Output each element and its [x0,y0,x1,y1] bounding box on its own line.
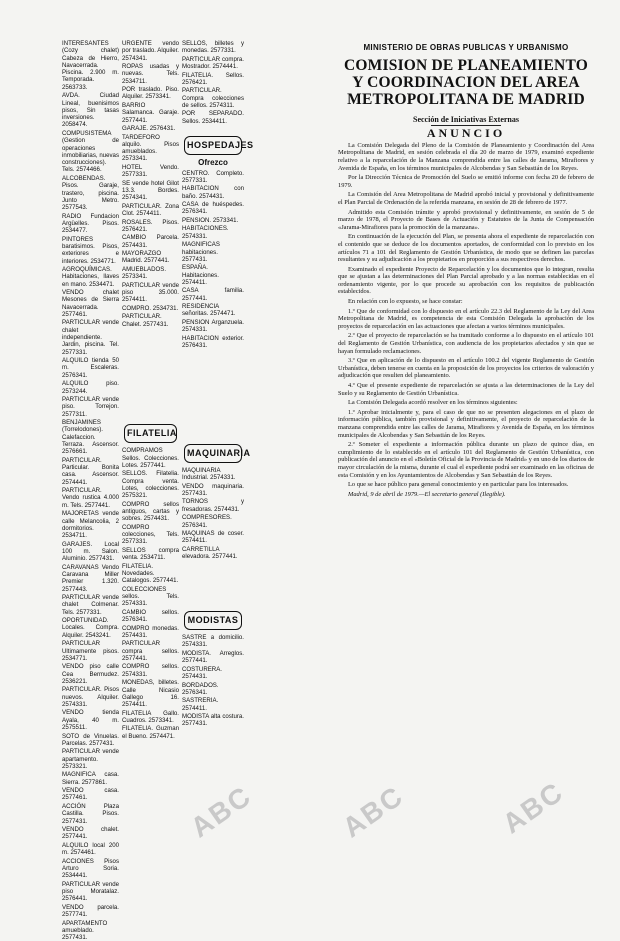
classified-ad: MAQUINARIA Industrial. 2574331. [182,466,236,482]
classifieds-column-3-top [182,40,244,132]
notice-paragraph: En relación con lo expuesto, se hace constar: [348,298,463,306]
section-head-modistas: MODISTAS [184,611,242,630]
notice-paragraph: Admitido esta Comisión trámite y aprobó provisional y definitivamente, en sesión de 5 de marzo de 1978, el Proyecto de Bases de Actuación y Estatutos de la Junta de Compensación «Jarama-Mirafiores para la promoción de la manzana». [338,208,594,231]
classified-ad: SASTRERIA. 2574411. [182,697,219,712]
classified-ad: SELLOS. Filatelia. Compra venta. Lotes, colecciones. 2575321. [122,470,179,500]
notice-paragraph: En continuación de la ejecución del Plan, se presenta ahora el expediente de reparcelación con el contenido que se deduce de los documentos aportados, de conformidad con lo previsto en los artículos 71 a 101 del Reglamento de Gestión Urbanística, de modo que se definen las parcelas resultantes y su adjudicación a los propietarios en proporción a sus respectivos derechos. [338,233,594,264]
classified-ad: MAQUINAS de coser. 2574411. [182,530,244,545]
notice-paragraph: 1.º Aprobar inicialmente y, para el caso de que no se presenten alegaciones en el plazo de información pública, también provisional y definitivamente, el proyecto de reparcelación de la manzana comprendida entre las calles de Jarama, Mirafiores y Avenida de España, en los términos municipales de Alcobendas y San Sebastián de los Reyes. [338,408,594,439]
classified-ad: FILATELIA. Guzman el Bueno. 2574471. [122,725,179,740]
classified-ad: PARTICULAR. Particular. Bonita casa. Ascensor. 2574441. [62,456,119,486]
classified-ad: PARTICULAR compra sellos. 2577441. [122,640,179,662]
classified-ad: ROPAS usadas y nuevas. Tels. 2534711. [122,63,179,85]
classifieds-maquinaria [182,467,244,607]
classified-ad: PARTICULAR vende piso Moratalaz. 2576441. [62,880,119,903]
classified-ad: COMPUSISTEMA (Gestion de operaciones inmobiliarias, nuevas construcciones). Tels. 2574466. [62,129,119,174]
classified-ad: SELLOS, billetes y monedas. 2577331. [182,40,244,55]
classified-ad: TORNOS y fresadoras. 2574431. [182,498,244,513]
classified-ad: COMPRO sellos. 2574331. [122,663,179,678]
classified-ad: MAJORETAS vende calle Melancolia, 2 dormitorios. 2534711. [62,510,119,540]
classified-ad: FILATELIA Gallo. Cuadros. 2573341. [122,709,179,724]
classified-ad: PARTICULAR compra. Mostrador. 2574441. [182,55,244,71]
classified-ad: PARTICULAR. Zona Clot. 2574411. [122,202,179,218]
classified-ad: PARTICULAR. Chalet. 2577431. [122,313,169,328]
notice-paragraph: La Comisión del Area Metropolitana de Madrid aprobó inicial y provisional y definitivamente el Plan Parcial de Ordenación de la referida manzana, en sesión de 28 de febrero de 1977. [338,191,594,206]
notice-paragraph: La Comisión Delegada acordó resolver en los términos siguientes: [348,399,518,407]
classified-ad: SE vende hotel Gilot 13.3. Bordes. 2574341. [122,179,179,202]
classified-ad: VENDO parcela. 2577741. [62,903,119,919]
classified-ad: RADIO Fundacion Argüelles. Pisos. 2534477. [62,212,119,235]
classifieds-column-1 [62,40,119,941]
classified-ad: PARTICULAR. Vendo rustica 4.000 m. Tels. 2577441. [62,487,119,509]
classified-ad: BENJAMINES (Torrelodones). Calefaccion. Terraza. Ascensor. 2576661. [62,419,119,456]
classified-ad: CASA de huéspedes. 2576341. [182,201,244,216]
classified-ad: VENDO tienda Ayala, 40 m. 2575511. [62,709,119,732]
classified-ad: BARRIO Salamanca. Garaje. 2577441. [122,101,179,124]
section-head-hospedajes: HOSPEDAJES [184,136,242,155]
notice-paragraph: 4.º Que el presente expediente de reparcelación se ajusta a las determinaciones de la Ley del Suelo y su Reglamento de Gestión Urbanística. [338,382,594,397]
classified-ad: MAGNIFICA casa. Sierra. 2577861. [62,771,119,786]
classifieds-column-2 [122,40,179,824]
watermark-abc: ABC [496,775,570,840]
classified-ad: PARTICULAR vende chalet Colmenar. Tels. 2577331. [62,594,119,616]
classifieds-column-2-top [122,40,179,420]
classified-ad: ACCIONES Pisos Arturo Soria. 2534441. [62,857,119,880]
notice-body [338,142,594,499]
watermark-abc: ABC [336,779,410,844]
classified-ad: ROSALES. Pisos. 2576421. [122,218,179,233]
classified-ad: URGENTE vendo por traslado. Alquiler. 2574341. [122,40,179,62]
notice-anuncio: ANUNCIO [426,126,506,141]
classified-ad: VENDO maquinaria. 2577431. [182,482,244,497]
classified-ad: HABITACION con baño. 2574431. [182,185,244,200]
classified-ad: SOTO de Vinuelas. Parcelas. 2577431. [62,732,119,747]
classified-ad: CASA familia. 2577441. [182,287,244,302]
classified-ad: FILATELIA. Novedades. Catalogos. 2577441. [122,562,179,585]
classified-ad: PARTICULAR vende chalet independiente. Jardin, piscina. Tel. 2577331. [62,319,119,356]
classifieds-column-2-bottom [122,447,179,837]
classified-ad: CARRETILLA elevadora. 2577441. [182,545,238,561]
classified-ad: VENDO chalet Mesones de Sierra Navacerrada. 2577461. [62,289,119,318]
classified-ad: POR traslado. Piso. Alquiler. 2573341. [122,86,179,101]
classified-ad: PARTICULAR vende apartamento. 2573321. [62,748,119,770]
classified-ad: COMPRO monedas. 2574431. [122,624,179,639]
notice-section: Sección de Iniciativas Externas [413,114,519,124]
classified-ad: AMUEBLADOS. 2573341. [122,265,167,281]
classified-ad: PENSION Arganzuela. 2574331. [182,318,244,334]
classified-ad: HOTEL Vendo. 2577331. [122,163,179,179]
classified-ad: PARTICULAR vende piso 35.000. 2574411. [122,281,179,304]
classified-ad: AVDA. Ciudad Lineal, buenisimos pisos, Sin tasas inversiones. 2058474. [62,92,119,129]
notice-paragraph: Lo que se hace público para general conocimiento y en particular para los interesados. [348,481,569,489]
classified-ad: AGROQUÍMICAS. Habitaciones, llaves en mano. 2534471. [62,266,119,288]
classified-ad: PARTICULAR. Pisos nuevos. Alquiler. 2574331. [62,686,119,708]
classified-ad: PINTORES baratisimos. Pisos, exteriores e interiores. 2534771. [62,235,119,265]
classified-ad: GARAJE. 2576431. [122,125,176,133]
classified-ad: FILATELIA. Sellos. 2576421. [182,71,244,86]
classified-ad: CAMBIO sellos. 2576341. [122,608,179,624]
classified-ad: BORDADOS. 2576341. [182,681,219,696]
classified-ad: SASTRE a domicilio. 2574331. [182,634,244,649]
classified-ad: MODISTA alta costura. 2577431. [182,713,244,728]
classified-ad: ALQUILO local 200 m. 2574461. [62,841,119,857]
classified-ad: COMPRO. 2534731. [122,304,179,312]
classified-ad: ALQUILO piso. 2573244. [62,380,119,395]
ministry-heading: MINISTERIO DE OBRAS PUBLICAS Y URBANISMO [363,43,569,52]
classified-ad: MONEDAS, billetes. Calle Nicasio Gallego 16. 2574411. [122,679,179,709]
classified-ad: MAGNIFICAS habitaciones. 2577431. [182,241,220,263]
classified-ad: POR SEPARADO. Sellos. 2534411. [182,110,244,125]
classified-ad: HABITACION exterior. 2576431. [182,334,244,349]
classified-ad: COMPRAMOS Sellos. Colecciones. Lotes. 2577441. [122,447,179,469]
classified-ad: GARAJES. Local 100 m. Salon. Aluminio. 2577431. [62,540,119,563]
classified-ad: VENDO casa. 2577461. [62,787,119,802]
classified-ad: COMPRO sellos antiguos, cartas y sobres. 2574431. [122,500,179,523]
notice-paragraph: Por la Dirección Técnica de Promoción del Suelo se emitió informe con fecha 20 de febrero de 1979. [338,174,594,189]
classified-ad: PARTICULAR vende piso. Torrejon. 2577311. [62,396,119,418]
classifieds-hospedajes [182,170,244,440]
section-head-filatelia: FILATELIA [124,424,177,443]
classified-ad: PENSION. 2573341. [182,216,239,224]
classified-ad: CENTRO. Completo. 2577331. [182,169,244,184]
classified-ad: COSTURERA. 2574431. [182,665,222,681]
notice-paragraph: 1.º Que de conformidad con lo dispuesto en el artículo 22.3 del Reglamento de la Ley del Area Metropolitana de Madrid, es competencia de esta Comisión Delegada la aprobación de los proyectos de reparcelación en las actuaciones que afectan a varios términos municipales. [338,307,594,330]
classified-ad: INTERESANTES (Cozy chalet) Cabeza de Hierro, Navacerrada. Piscina. 2.900 m. Temporada. 2563733. [62,40,119,91]
subhead-ofrezco: Ofrezco [198,158,228,168]
classified-ad: CARAVANAS Vendo Caravana Miller Premier 1.320. 2577443. [62,563,119,593]
classified-ad: PARTICULAR Ultimamente pisos. 2534771. [62,640,119,662]
classifieds-modistas [182,634,244,784]
classified-ad: COMPRO colecciones, Tels. 2577331. [122,523,179,546]
notice-signature: Madrid, 9 de abril de 1979.—El secretario general (Ilegible). [348,490,506,498]
notice-paragraph: La Comisión Delegada del Pleno de la Comisión de Planeamiento y Coordinación del Area Metropolitana de Madrid, en sesión celebrada el día 20 de marzo de 1979, examinó expediente relativo a la reparcelación de la Manzana comprendida entre las calles de Jarama, Mirafiores y Avenida de España, en los términos municipales de Alcobendas y San Sebastián de los Reyes. [338,141,594,172]
classified-ad: SELLOS compra venta. 2534711. [122,546,179,562]
classified-ad: VENDO chalet. 2577441. [62,826,119,841]
classified-ad: COMPRESORES. 2576341. [182,514,232,529]
section-head-maquinaria: MAQUINARIA [184,444,242,463]
classified-ad: CAMBIO Parcela. 2574431. [122,234,179,249]
classifieds-column-3 [182,40,254,824]
classified-ad: MAYORAZGO Madrid. 2577441. [122,250,170,265]
classified-ad: COLECCIONES sellos. Tels. 2574331. [122,585,179,608]
notice-paragraph: 2.º Que el proyecto de reparcelación se ha tramitado conforme a lo dispuesto en el artículo 101 del Reglamento de Gestión Urbanística, con audiencia de los propietarios afectados y sin que se hayan formulado reclamaciones. [338,332,594,355]
notice-paragraph: 3.º Que en aplicación de lo dispuesto en el artículo 100.2 del vigente Reglamento de Gestión Urbanística, deben tenerse en cuenta en la proposición de los proyectos los criterios de valoración y adjudicación que resulten del planeamiento. [338,357,594,380]
watermark-abc: ABC [184,779,258,844]
classified-ad: MODISTA. Arreglos. 2577441. [182,649,244,665]
classified-ad: TARDEFORO alquilo. Pisos amueblados. 2573341. [122,133,179,163]
classified-ad: ACCIÓN Plaza Castilla. Pisos. 2577431. [62,802,119,825]
classified-ad: RESIDENCIA señoritas. 2574471. [182,303,236,318]
classified-ad: VENDO piso calle Cea Bermudez. 2536221. [62,663,119,685]
classified-ad: APARTAMENTO amueblado. 2577431. [62,919,108,941]
classified-ad: HABITACIONES. 2574331. [182,225,229,240]
notice-paragraph: Examinado el expediente Proyecto de Reparcelación y los documentos que lo integran, resulta que se ajustan a las determinaciones del Plan Parcial aprobado y a las normas establecidas en el ordenamiento vigente, por lo que procede su aprobación con los requisitos de publicación establecidos. [338,265,594,296]
classified-ad: PARTICULAR. Compra colecciones de sellos. 2574311. [182,87,244,109]
official-notice [338,44,594,824]
notice-paragraph: 2.º Someter el expediente a información pública durante un plazo de quince días, en cumplimiento de lo establecido en el artículo 101 del Reglamento de Gestión Urbanística, con publicación del anuncio en el «Boletín Oficial de la Provincia de Madrid» y en uno de los diarios de mayor circulación de la misma, durante el cual el expediente podrá ser examinado en las oficinas de esta Comisión y en los Ayuntamientos de Alcobendas y San Sebastián de los Reyes. [338,441,594,479]
notice-title: COMISION DE PLANEAMIENTO Y COORDINACION DEL AREA METROPOLITANA DE MADRID [344,56,588,108]
classified-ad: ALCOBENDAS. Pisos. Garaje, trastero, piscina. Junto Metro. 2577543. [62,174,119,212]
classified-ad: ESPAÑA. Habitaciones. 2574411. [182,264,219,286]
classified-ad: ALQUILO tienda 50 m. Escaleras. 2576341. [62,357,119,379]
classified-ad: OPORTUNIDAD. Locales. Compra. Alquiler. 2543241. [62,617,119,639]
